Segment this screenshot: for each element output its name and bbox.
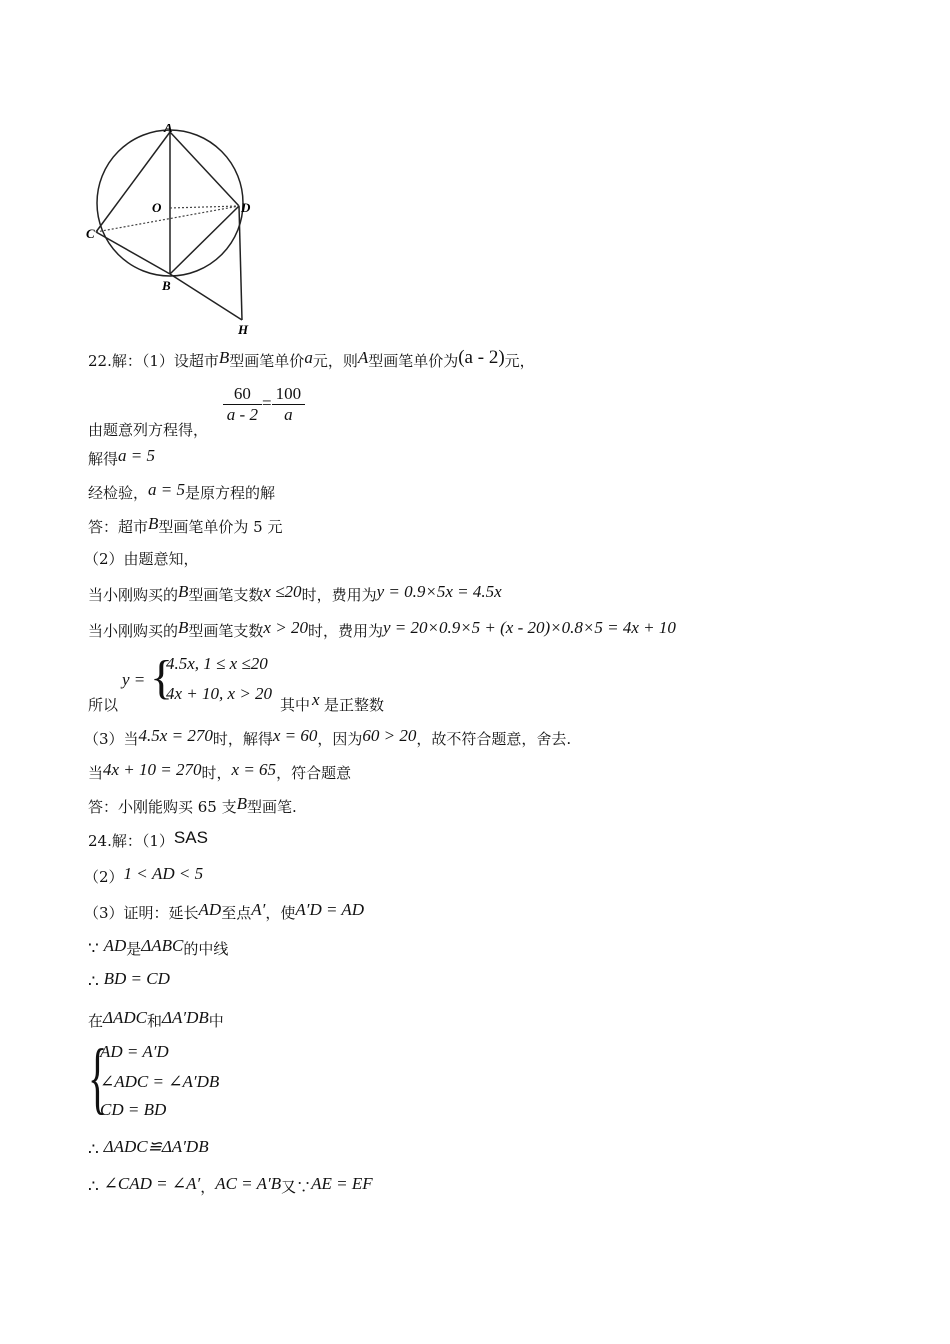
q24-step3-line: 在ΔADC和ΔA′DB中 <box>88 1008 224 1030</box>
q22-case2-line: 当小刚购买的B型画笔支数x > 20时，费用为y = 20×0.9×5 + (x - 20)×0.8×5 = 4x + 10 <box>88 618 676 640</box>
label-B: B <box>162 278 171 293</box>
q22-part2-line: （2）由题意知， <box>84 550 199 568</box>
q22-check-line: 经检验，a = 5是原方程的解 <box>88 480 276 502</box>
label-O: O <box>152 200 162 215</box>
fraction-left: $\frac{60}{a - 2}$ <box>223 384 262 425</box>
q24-system: { AD = A′D ∠ADC = ∠A′DB CD = BD <box>88 1034 220 1122</box>
q24-part2-line: （2）1 < AD < 5 <box>84 864 204 886</box>
q22-header: 22.解： <box>88 352 142 370</box>
q22-part3-line: （3）当4.5x = 270时，解得x = 60，因为60 > 20，故不符合题意，舍去. <box>84 726 572 748</box>
q22-answer1-line: 答：超市B型画笔单价为 5 元 <box>88 514 283 536</box>
label-D: D <box>241 200 251 215</box>
circle-diagram <box>84 124 274 336</box>
q22-solve-line: 解得a = 5 <box>88 446 155 468</box>
q22-piecewise: 所以 y = { 4.5x, 1 ≤ x ≤20 4x + 10, x > 20 其中 x 是正整数 <box>88 651 385 714</box>
q24-header: 24.解： <box>88 832 142 850</box>
label-C: C <box>86 226 95 241</box>
q24-step4-line: ∴ ΔADC≌ΔA′DB <box>88 1137 209 1159</box>
q22-case1-line: 当小刚购买的B型画笔支数x ≤20时，费用为y = 0.9×5x = 4.5x <box>88 582 502 604</box>
label-A: A <box>164 124 173 135</box>
q24-step2-line: ∴ BD = CD <box>88 969 170 991</box>
q22-part1-line: 22.解：（1）设超市B型画笔单价a元，则A型画笔单价为(a - 2)元， <box>88 347 535 370</box>
q24-part3-line: （3）证明：延长AD至点A′，使A′D = AD <box>84 900 365 922</box>
geometry-figure <box>84 124 274 336</box>
q22-equation-line: 由题意列方程得， $\frac{60}{a - 2}$ = $\frac{100}{a}$ <box>88 384 305 425</box>
label-H: H <box>238 322 249 336</box>
left-brace: { <box>150 651 174 704</box>
q24-step5-line: ∴ ∠CAD = ∠A′，AC = A′B又∵AE = EF <box>88 1174 373 1196</box>
q24-part1-line: 24.解：（1）SAS <box>88 828 208 850</box>
q22-part3-line2: 当4x + 10 = 270时，x = 65，符合题意 <box>88 760 352 782</box>
q22-answer3-line: 答：小刚能购买 65 支B型画笔. <box>88 794 297 816</box>
left-brace: { <box>88 1034 108 1122</box>
fraction-right: $\frac{100}{a}$ <box>272 384 306 425</box>
q24-step1-line: ∵ AD是ΔABC的中线 <box>88 936 229 958</box>
